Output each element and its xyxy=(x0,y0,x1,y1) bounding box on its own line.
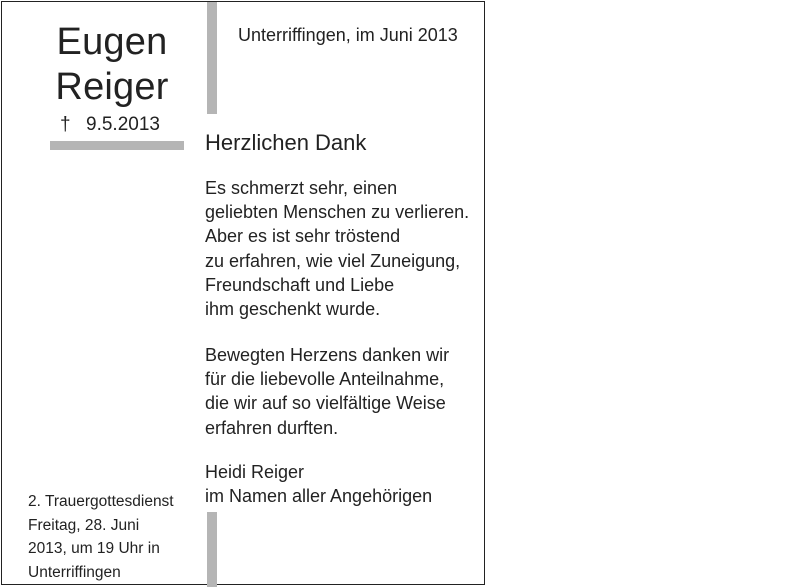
signature-block xyxy=(205,460,432,508)
cross-icon: † xyxy=(60,114,71,135)
vertical-divider-bar-bottom xyxy=(207,512,217,587)
text-line: Unterriffingen xyxy=(28,563,121,581)
text-line: Es schmerzt sehr, einen xyxy=(205,178,398,198)
obituary-notice xyxy=(1,1,485,585)
text-line: 2013, um 19 Uhr in xyxy=(28,540,160,557)
text-line: zu erfahren, wie viel Zuneigung, xyxy=(205,250,461,271)
text-line: 2. Trauergottesdienst xyxy=(28,493,174,510)
text-line: die wir auf so vielfältige Weise xyxy=(205,393,446,414)
memorial-service-note xyxy=(28,490,174,584)
text-line: erfahren durften. xyxy=(205,417,339,438)
death-date: 9.5.2013 xyxy=(86,114,160,135)
signer-name: Heidi Reiger xyxy=(205,462,305,482)
deceased-first-name: Eugen xyxy=(56,21,168,63)
vertical-divider-bar-top xyxy=(207,2,217,114)
text-line: für die liebevolle Anteilnahme, xyxy=(205,369,445,390)
text-line: Bewegten Herzens danken wir xyxy=(205,345,450,365)
text-line: Aber es ist sehr tröstend xyxy=(205,226,401,247)
text-line: Freitag, 28. Juni xyxy=(28,516,140,534)
place-and-date: Unterriffingen, im Juni 2013 xyxy=(238,25,458,45)
death-date-line xyxy=(60,114,160,136)
text-line: Freundschaft und Liebe xyxy=(205,274,395,295)
text-line: ihm geschenkt wurde. xyxy=(205,299,381,320)
thanks-heading: Herzlichen Dank xyxy=(205,130,367,155)
thanks-paragraph-2 xyxy=(205,343,449,440)
deceased-last-name: Reiger xyxy=(55,66,169,108)
text-line: geliebten Menschen zu verlieren. xyxy=(205,202,470,223)
thanks-paragraph-1 xyxy=(205,176,469,321)
signer-note: im Namen aller Angehörigen xyxy=(205,486,433,507)
horizontal-divider-bar xyxy=(50,141,184,150)
